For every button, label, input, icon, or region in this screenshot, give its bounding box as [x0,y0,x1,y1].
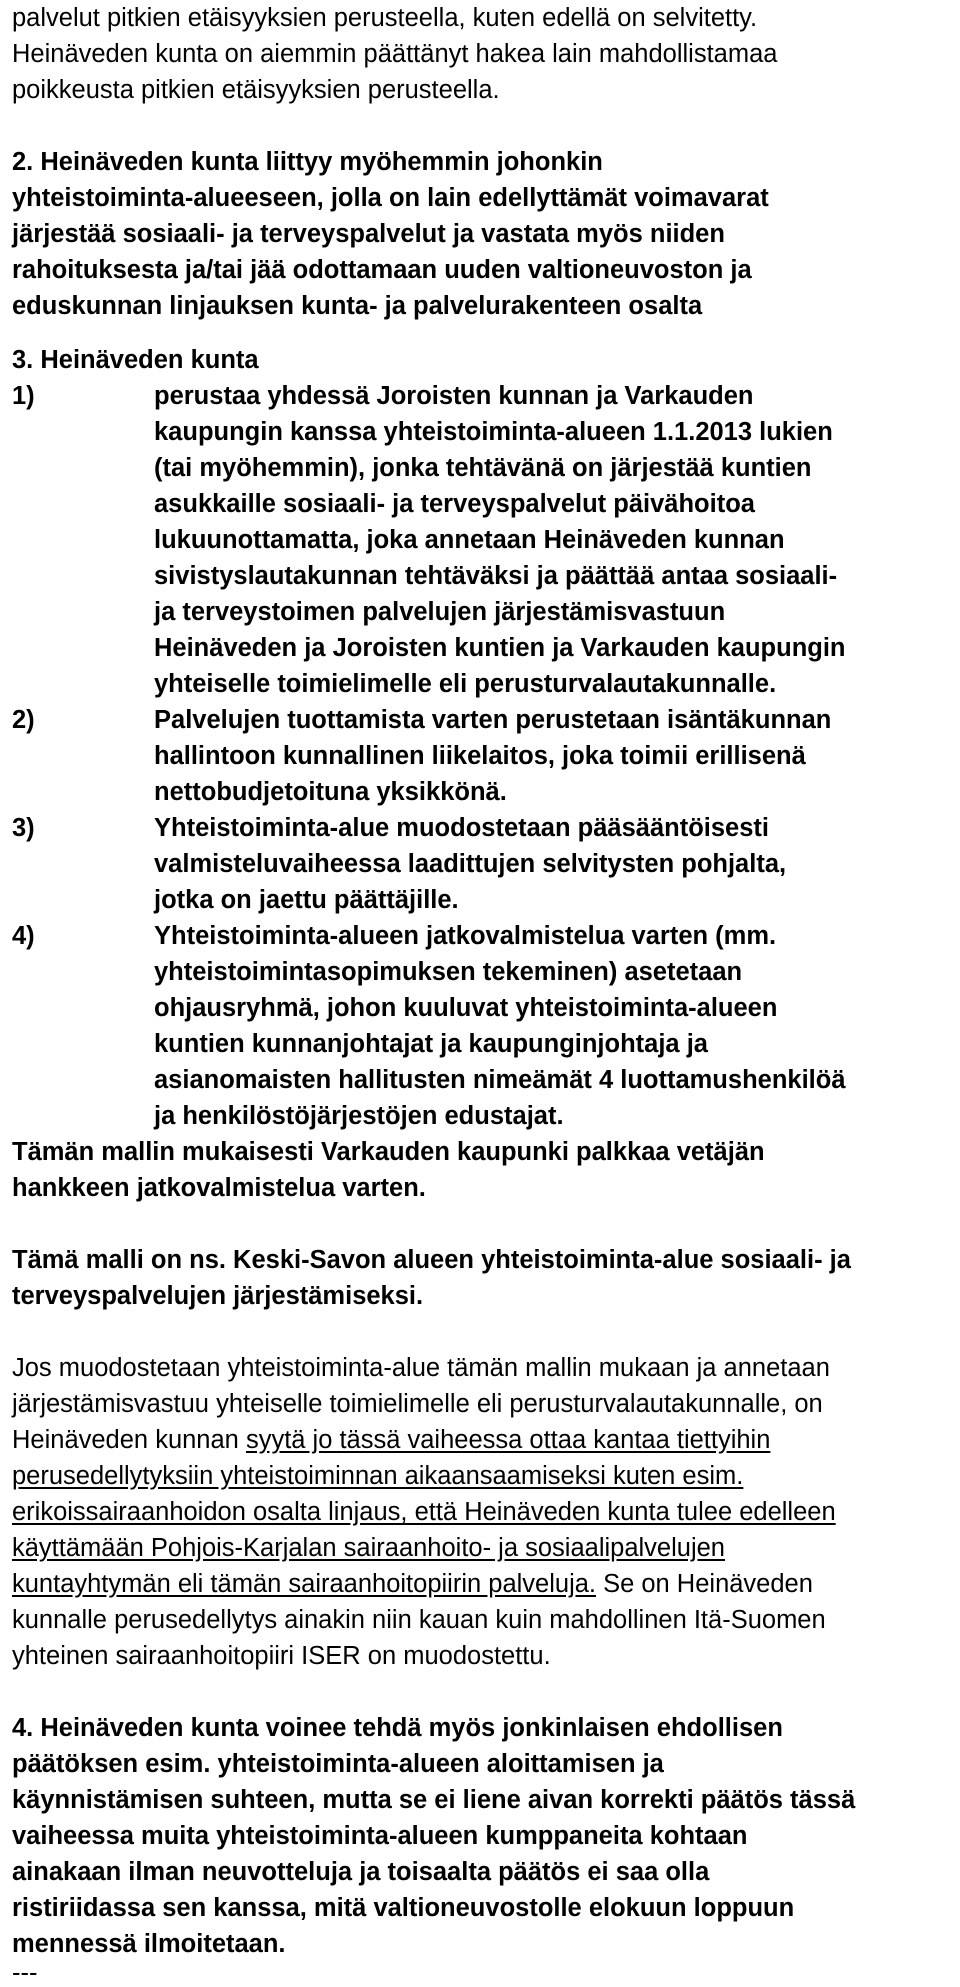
text-line: sivistyslautakunnan tehtäväksi ja päättää antaa sosiaali- [154,562,838,590]
text-line: 2. Heinäveden kunta liittyy myöhemmin johonkin [12,148,603,176]
text-line: hallintoon kunnallinen liikelaitos, joka toimii erillisenä [154,742,806,770]
intro-paragraph [12,0,948,108]
text-line: terveyspalvelujen järjestämiseksi. [12,1282,424,1310]
text-line: Heinäveden kunta on aiemmin päättänyt hakea lain mahdollistamaa [12,40,778,68]
section-3 [12,342,948,1206]
text-line: Yhteistoiminta-alue muodostetaan pääsääntöisesti [154,814,769,842]
text-line: yhteinen sairaanhoitopiiri ISER on muodostettu. [12,1642,551,1670]
plain-text: Heinäveden kunnan [12,1426,246,1454]
text-line: poikkeusta pitkien etäisyyksien perusteella. [12,76,500,104]
text-line: mennessä ilmoitetaan. [12,1930,286,1958]
text-line: nettobudjetoituna yksikkönä. [154,778,507,806]
item-number: 4) [12,922,35,950]
underlined-text: kuntayhtymän eli tämän sairaanhoitopiirin palveluja. [12,1570,596,1598]
numbered-item-4 [12,918,948,1134]
ns-paragraph [12,1242,948,1314]
item-number: 2) [12,706,35,734]
text-line: asukkaille sosiaali- ja terveyspalvelut päivähoitoa [154,490,755,518]
text-line: ainakaan ilman neuvotteluja ja toisaalta päätös ei saa olla [12,1858,710,1886]
text-line: lukuunottamatta, joka annetaan Heinäveden kunnan [154,526,785,554]
text-line: yhteiselle toimielimelle eli perusturvalautakunnalle. [154,670,777,698]
text-line: kunnalle perusedellytys ainakin niin kauan kuin mahdollinen Itä-Suomen [12,1606,826,1634]
text-line: Heinäveden ja Joroisten kuntien ja Varkauden kaupungin [154,634,846,662]
end-marker: --- [12,1959,38,1987]
section-2 [12,144,948,324]
text-line: ja henkilöstöjärjestöjen edustajat. [154,1102,564,1130]
text-line: vaiheessa muita yhteistoiminta-alueen kumppaneita kohtaan [12,1822,748,1850]
text-line: ohjausryhmä, johon kuuluvat yhteistoiminta-alueen [154,994,778,1022]
text-line: kuntien kunnanjohtajat ja kaupunginjohtaja ja [154,1030,708,1058]
text-line: hankkeen jatkovalmistelua varten. [12,1174,426,1202]
section-4 [12,1710,948,1962]
item-number: 1) [12,382,35,410]
text-line: eduskunnan linjauksen kunta- ja palvelurakenteen osalta [12,292,703,320]
text-line: Jos muodostetaan yhteistoiminta-alue tämän mallin mukaan ja annetaan [12,1354,830,1382]
numbered-item-1 [12,378,948,702]
underlined-text: syytä jo tässä vaiheessa ottaa kantaa tiettyihin [245,1426,771,1454]
item-number: 3) [12,814,35,842]
underlined-line: käyttämään Pohjois-Karjalan sairaanhoito- ja sosiaalipalvelujen [12,1534,725,1562]
text-line: asianomaisten hallitusten nimeämät 4 luottamushenkilöä [154,1066,846,1094]
text-line: järjestämisvastuu yhteiselle toimielimelle eli perusturvalautakunnalle, on [12,1390,823,1418]
numbered-item-3 [12,810,948,918]
text-line: ja terveystoimen palvelujen järjestämisvastuun [154,598,726,626]
text-line: yhteistoimintasopimuksen tekeminen) asetetaan [154,958,743,986]
text-line: Yhteistoiminta-alueen jatkovalmistelua varten (mm. [154,922,777,950]
text-line: Tämän mallin mukaisesti Varkauden kaupunki palkkaa vetäjän [12,1138,765,1166]
text-line: päätöksen esim. yhteistoiminta-alueen aloittamisen ja [12,1750,664,1778]
text-line: kaupungin kanssa yhteistoiminta-alueen 1.1.2013 lukien [154,418,833,446]
text-line: käynnistämisen suhteen, mutta se ei liene aivan korrekti päätös tässä [12,1786,856,1814]
text-line: järjestää sosiaali- ja terveyspalvelut ja vastata myös niiden [12,220,725,248]
underlined-line: erikoissairaanhoidon osalta linjaus, että Heinäveden kunta tulee edelleen [12,1498,836,1526]
underlined-line: perusedellytyksiin yhteistoiminnan aikaansaamiseksi kuten esim. [12,1462,744,1490]
text-line [12,1422,948,1458]
section-3-heading: 3. Heinäveden kunta [12,346,259,374]
text-line: (tai myöhemmin), jonka tehtävänä on järjestää kuntien [154,454,812,482]
text-line: palvelut pitkien etäisyyksien perusteella, kuten edellä on selvitetty. [12,4,758,32]
plain-text: Se on Heinäveden [596,1570,813,1598]
text-line: rahoituksesta ja/tai jää odottamaan uuden valtioneuvoston ja [12,256,752,284]
text-line: Palvelujen tuottamista varten perustetaan isäntäkunnan [154,706,832,734]
text-line: valmisteluvaiheessa laadittujen selvitysten pohjalta, [154,850,787,878]
text-line: 4. Heinäveden kunta voinee tehdä myös jonkinlaisen ehdollisen [12,1714,783,1742]
jos-paragraph [12,1350,948,1674]
text-line: yhteistoiminta-alueeseen, jolla on lain edellyttämät voimavarat [12,184,769,212]
text-line [12,1566,948,1602]
text-line: Tämä malli on ns. Keski-Savon alueen yhteistoiminta-alue sosiaali- ja [12,1246,851,1274]
numbered-item-2 [12,702,948,810]
text-line: jotka on jaettu päättäjille. [154,886,459,914]
text-line: perustaa yhdessä Joroisten kunnan ja Varkauden [154,382,754,410]
text-line: ristiriidassa sen kanssa, mitä valtioneuvostolle elokuun loppuun [12,1894,795,1922]
